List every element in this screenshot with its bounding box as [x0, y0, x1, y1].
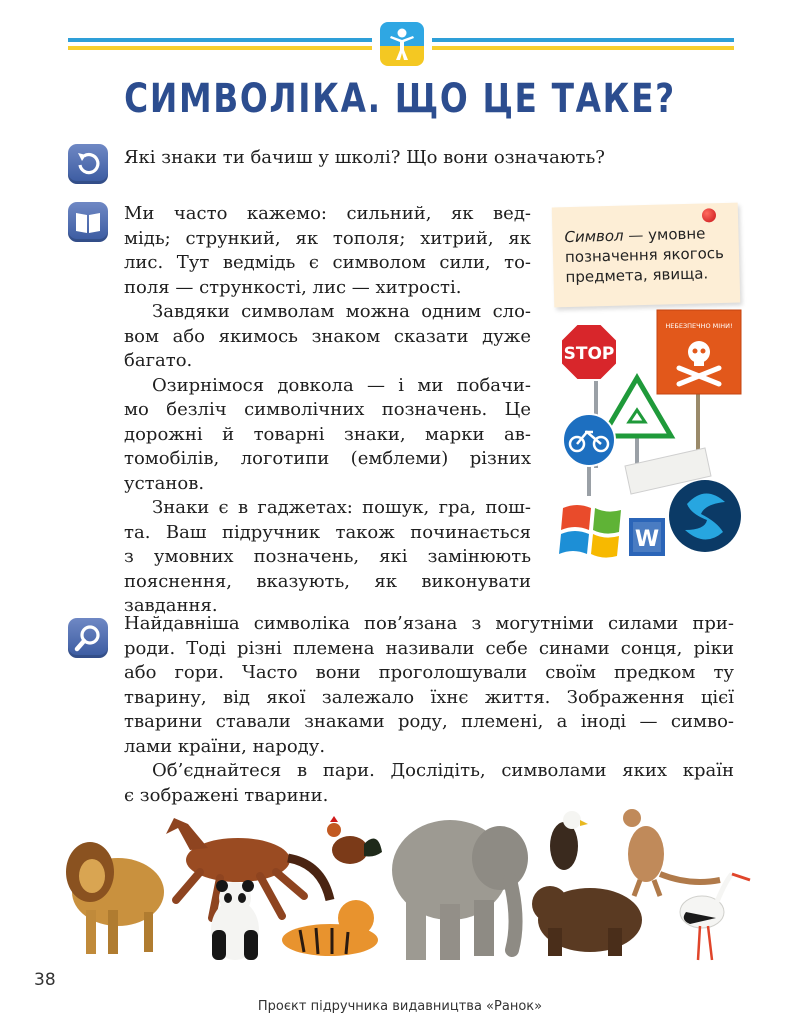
lion-figure — [66, 842, 164, 954]
section3-text — [124, 612, 734, 808]
page-number: 38 — [34, 970, 56, 990]
mine-sign-label: НЕБЕЗПЕЧНО МІНИ! — [665, 322, 733, 330]
tiger-figure — [282, 900, 378, 956]
section2-p1: Ми часто кажемо: сильний, як вед- мідь; стрункий, як тополя; хитрий, як лис. Тут ведмідь є символом сили, то- поля — стрункості, лис — хитрості. — [124, 203, 531, 298]
refresh-icon — [68, 144, 108, 184]
child-figure-icon — [380, 22, 424, 66]
section2-p2: Завдяки символам можна одним сло- вом або якимось знаком сказати дуже багато. — [124, 301, 531, 371]
eagle-figure — [550, 811, 588, 870]
section1-question: Які знаки ти бачиш у школі? Що вони означають? — [124, 147, 605, 168]
section3-p1: Найдавніша символіка пов’язана з могутніми силами при- роди. Тоді різні племена називали себе синами сонця, ріки або гори. Часто вони проголошували своїм предком ту тварину, від якої залежало їхнє життя. Зображення цієї тварини ставали знаками роду, племені, а іноді — симво- лами країни, народу. — [124, 613, 734, 757]
animals-illustration — [60, 800, 760, 970]
footer-text: Проєкт підручника видавництва «Ранок» — [257, 999, 543, 1014]
word-logo-letter: W — [634, 527, 660, 552]
stop-sign-label: STOP — [563, 344, 615, 364]
header-stripes-left — [68, 38, 372, 50]
section3-p2: Об’єднайтеся в пари. Дослідіть, символами яких країн є зображені тварини. — [124, 760, 734, 806]
bear-figure — [532, 886, 642, 956]
magnifier-icon — [68, 618, 108, 658]
signs-collage — [555, 308, 745, 558]
stork-figure — [680, 874, 750, 960]
definition-note — [552, 203, 741, 308]
rooster-figure — [327, 816, 382, 864]
section2-text — [124, 202, 531, 619]
kangaroo-figure — [623, 809, 720, 896]
pin-icon — [702, 208, 716, 222]
header-stripes-right — [432, 38, 734, 50]
section2-p3: Озирнімося довкола — і ми побачи- мо безліч символічних позначень. Це дорожні й товарні знаки, марки ав- томобілів, логотипи (емблеми) різних установ. — [124, 374, 531, 494]
elephant-figure — [392, 820, 528, 960]
section2-p4: Знаки є в гаджетах: пошук, гра, пош- та. Ваш підручник також починається з умовних позначень, які замінюють пояснення, вказують, як виконувати завдання. — [124, 497, 531, 616]
page-title: СИМВОЛІКА. ЩО ЦЕ ТАКЕ? — [124, 76, 676, 122]
definition-text: Символ — умовне позначення якогось предмета, явища. — [564, 224, 725, 287]
book-icon — [68, 202, 108, 242]
